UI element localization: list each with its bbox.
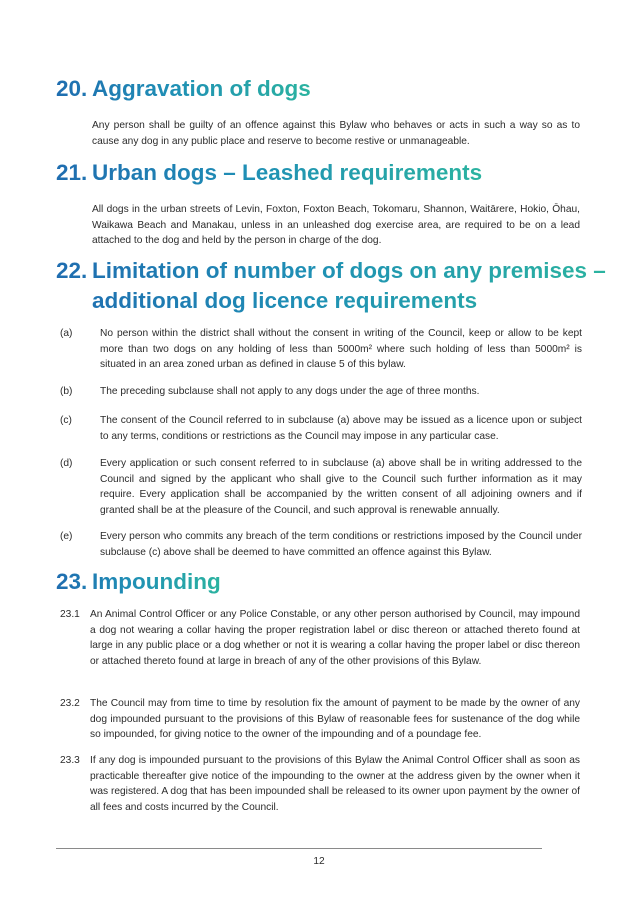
subclause-item	[60, 607, 580, 669]
subclause-text: If any dog is impounded pursuant to the provisions of this Bylaw the Animal Control Officer shall as soon as practicable thereafter give notice of the impounding to the owner at the address given by the owner when it was registered. A dog that has been impounded shall be released to its owner upon payment by the owner of all fees and costs incurred by the Council.	[90, 755, 580, 813]
section-title-line2: additional dog licence requirements	[92, 288, 478, 313]
section-title: Impounding	[92, 569, 221, 594]
subclause-item	[60, 753, 580, 815]
section-23-heading	[56, 567, 221, 597]
page-number: 12	[313, 856, 325, 867]
clause-label: (e)	[60, 531, 73, 542]
clause-text: The preceding subclause shall not apply to any dogs under the age of three months.	[100, 386, 480, 397]
section-title: Urban dogs – Leashed requirements	[92, 160, 483, 185]
clause-label: (d)	[60, 458, 73, 469]
clause-item	[60, 456, 582, 518]
section-21-heading	[56, 158, 482, 188]
clause-text: The consent of the Council referred to in subclause (a) above may be issued as a licence upon or subject to any terms, conditions or restrictions as the Council may impose in any particular case.	[100, 415, 582, 442]
clause-label: (a)	[60, 328, 73, 339]
section-number: 23.	[56, 569, 88, 594]
section-number: 21.	[56, 160, 88, 185]
subclause-text: An Animal Control Officer or any Police Constable, or any other person authorised by Council, may impound a dog not wearing a collar having the proper registration label or disc thereon or attached thereto found at large in any public place or a dog whether or not it is wearing a collar having the proper label or disc thereon or attached thereto found at large in breach of any of the other provisions of this Bylaw.	[90, 609, 580, 667]
clause-text: No person within the district shall without the consent in writing of the Council, keep or allow to be kept more than two dogs on any holding of less than 5000m² where such holding of less than 5000m² is situated in an area zoned urban as defined in clause 5 of this bylaw.	[100, 328, 582, 371]
section-21-body: All dogs in the urban streets of Levin, Foxton, Foxton Beach, Tokomaru, Shannon, Waitārere, Hokio, Ōhau, Waikawa Beach and Manakau, unless in an unleashed dog exercise area, are required to be on a lead attached to the dog and held by the person in charge of the dog.	[92, 204, 580, 247]
footer-divider	[56, 848, 542, 849]
clause-item	[60, 413, 582, 444]
section-20-heading	[56, 74, 311, 104]
subclause-label: 23.3	[60, 755, 80, 766]
section-title-line1: Limitation of number of dogs on any premises –	[92, 258, 606, 283]
clause-item	[60, 384, 582, 400]
section-title: Aggravation of dogs	[92, 76, 311, 101]
section-number: 20.	[56, 76, 88, 101]
section-22-heading	[56, 256, 606, 316]
subclause-item	[60, 696, 580, 743]
clause-label: (c)	[60, 415, 72, 426]
clause-label: (b)	[60, 386, 73, 397]
subclause-label: 23.2	[60, 698, 80, 709]
subclause-label: 23.1	[60, 609, 80, 620]
clause-text: Every person who commits any breach of the term conditions or restrictions imposed by the Council under subclause (c) above shall be deemed to have committed an offence against this Bylaw.	[100, 531, 582, 558]
clause-text: Every application or such consent referred to in subclause (a) above shall be in writing addressed to the Council and signed by the applicant who shall give to the Council such further information as it may require. Every application shall be accompanied by the written consent of all adjoining owners and if granted shall be at the pleasure of the Council, and such approval is renewable annually.	[100, 458, 582, 516]
section-number: 22.	[56, 258, 88, 283]
subclause-text: The Council may from time to time by resolution fix the amount of payment to be made by the owner of any dog impounded pursuant to the provisions of this Bylaw of reasonable fees for sustenance of the dog while so impounded, for giving notice to the owner of the impounding and of a poundage fee.	[90, 698, 580, 741]
section-20-body: Any person shall be guilty of an offence against this Bylaw who behaves or acts in such a way so as to cause any dog in any public place and reserve to become restive or unmanageable.	[92, 120, 580, 147]
clause-item	[60, 326, 582, 373]
clause-item	[60, 529, 582, 560]
